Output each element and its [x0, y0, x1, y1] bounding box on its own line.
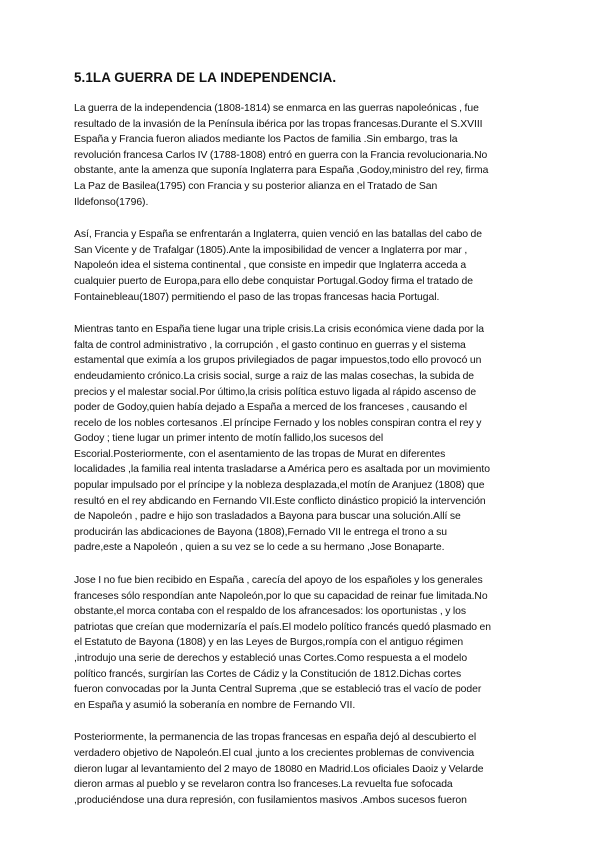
- text-line: popular impulsado por el príncipe y la nobleza desplazada,el motín de Aranjuez (1808) que: [74, 480, 485, 492]
- text-line: el Estatuto de Bayona (1808) y en las Leyes de Burgos,rompía con el antiguo régimen: [74, 637, 464, 649]
- text-line: Godoy ; tiene lugar un primer intento de motín fallido,los sucesos del: [74, 433, 384, 445]
- text-line: ,produciéndose una dura represión, con fusilamientos masivos .Ambos sucesos fueron: [74, 794, 467, 806]
- text-line: La guerra de la independencia (1808-1814) se enmarca en las guerras napoleónicas , fue: [74, 103, 479, 114]
- text-line: Posteriormente, la permanencia de las tropas francesas en españa dejó al descubierto el: [74, 732, 477, 744]
- text-line: en España y asumió la soberanía en nombre de Fernando VII.: [74, 699, 356, 711]
- text-line: patriotas que creían que modernizaría el país.El modelo político francés quedó plasmado en: [74, 621, 492, 633]
- text-line: cualquier puerto de Europa,para ello debe conquistar Portugal.Godoy firma el tratado de: [74, 275, 473, 287]
- text-line: ,introdujo una serie de derechos y estableció unas Cortes.Como respuesta a el modelo: [74, 653, 468, 664]
- text-line: Así, Francia y España se enfrentarán a Inglaterra, quien venció en las batallas del cabo de: [74, 229, 482, 241]
- text-line: obstante, ante la amenza que suponía Inglaterra para España ,Godoy,ministro del rey, firma: [74, 165, 489, 177]
- text-line: precios y el malestar social.Por último,la crisis política estuvo ligada al rápido ascenso de: [74, 386, 477, 398]
- text-line: España y Francia fueron aliados mediante los Pactos de familia .Sin embargo, tras la: [74, 134, 458, 146]
- paragraph-3: [74, 322, 530, 556]
- text-line: dieron lugar al levantamiento del 2 mayo de 18080 en Madrid.Los oficiales Daoiz y Velarde: [74, 763, 484, 775]
- text-line: verdadero objetivo de Napoleón.El cual ,junto a los crecientes problemas de convivencia: [74, 747, 475, 759]
- text-line: Escorial.Posteriormente, con el asentamiento de las tropas de Murat en diferentes: [74, 448, 446, 460]
- text-line: poder de Godoy,quien había dejado a España a merced de los franceses , causando el: [74, 402, 467, 414]
- text-line: producirán las abdicaciones de Bayona (1808),Fernado VII le entrega el trono a su: [74, 526, 448, 538]
- text-line: franceses sólo respondían ante Napoleón,por lo que su capacidad de reinar fue limitada.No: [74, 590, 488, 602]
- document-page: [74, 70, 530, 825]
- paragraph-2: [74, 227, 530, 305]
- text-line: La Paz de Basilea(1795) con Francia y su posterior alianza en el Tratado de San: [74, 180, 438, 192]
- text-line: resultado de la invasión de la Península ibérica por las tropas francesas.Durante el S.XVIII: [74, 118, 483, 130]
- text-line: estamental que eximía a los grupos privilegiados de pagar impuestos,todo ello provocó un: [74, 355, 482, 367]
- paragraph-5: [74, 730, 530, 808]
- text-line: Napoleón idea el sistema continental , que consiste en impedir que Inglaterra acceda a: [74, 260, 467, 272]
- text-line: Jose I no fue bien recibido en España , carecía del apoyo de los españoles y los generales: [74, 575, 483, 587]
- text-line: Ildefonso(1796).: [74, 196, 149, 208]
- text-line: San Vicente y de Trafalgar (1805).Ante la imposibilidad de vencer a Inglaterra por mar ,: [74, 244, 468, 256]
- text-line: Fontainebleau(1807) permitiendo el paso de las tropas francesas hacia Portugal.: [74, 291, 440, 303]
- text-line: político francés, surgirían las Cortes de Cádiz y la Constitución de 1812.Dichas cortes: [74, 668, 462, 680]
- text-line: Mientras tanto en España tiene lugar una triple crisis.La crisis económica viene dada por la: [74, 324, 484, 336]
- text-line: recelo de los nobles cortesanos .El príncipe Fernado y los nobles conspiran contra el rey y: [74, 417, 482, 429]
- text-line: dieron armas al pueblo y se revelaron contra lso franceses.La revuelta fue sofocada: [74, 779, 453, 791]
- text-line: padre,este a Napoleón , quien a su vez se lo cede a su hermano ,Jose Bonaparte.: [74, 542, 445, 554]
- text-line: revolución francesa Carlos IV (1788-1808) entró en guerra con la Francia revolucionaria.No: [74, 149, 488, 161]
- text-line: de Napoleón , padre e hijo son trasladados a Bayona para buscar una solución.Allí se: [74, 511, 461, 523]
- paragraph-1: [74, 101, 530, 210]
- text-line: fueron convocadas por la Junta Central Suprema ,que se estableció tras el vacío de poder: [74, 684, 482, 696]
- text-line: localidades ,la familia real intenta trasladarse a América pero es asaltada por un movimiento: [74, 464, 490, 476]
- text-line: resultó en el rey abdicando en Fernando VII.Este conflicto dinástico propició la intervención: [74, 495, 486, 507]
- text-line: obstante,el morca contaba con el respaldo de los afrancesados: los oportunistas , y los: [74, 606, 467, 618]
- section-title: 5.1LA GUERRA DE LA INDEPENDENCIA.: [74, 70, 337, 85]
- text-line: endeudamiento crónico.La crisis social, surge a raiz de las malas cosechas, la subida de: [74, 370, 475, 382]
- paragraph-4: [74, 573, 530, 713]
- text-line: falta de control administrativo , la corrupción , el gasto continuo en guerras y el sistema: [74, 339, 466, 351]
